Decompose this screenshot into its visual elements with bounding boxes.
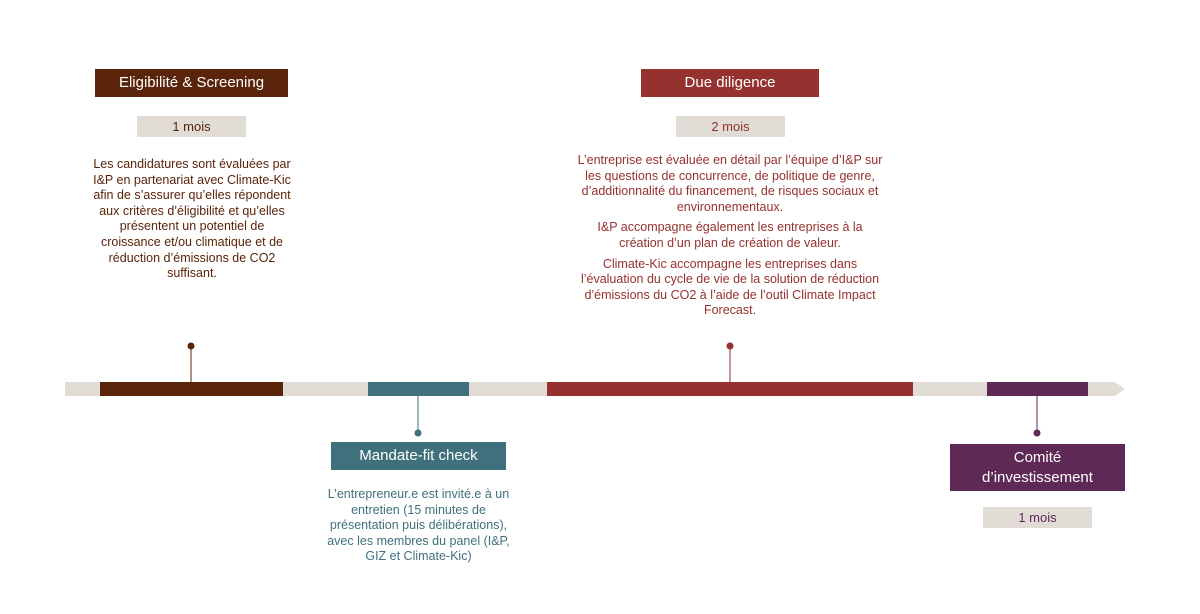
description-due-diligence-paragraph-1: L’entreprise est évaluée en détail par l’équipe d’I&P sur les questions de concurrence, de politique de genre, d’additionnalité du financement, de risques sociaux et environnementaux. xyxy=(577,153,883,214)
description-due-diligence xyxy=(574,153,886,324)
segment-investment-committee xyxy=(987,382,1088,396)
phase-title-due-diligence: Due diligence xyxy=(641,69,819,97)
connector-dot-mandate-fit xyxy=(415,430,422,437)
phase-title-investment-committee: Comité d’investissement xyxy=(950,444,1125,491)
description-eligibility-paragraph: Les candidatures sont évaluées par I&P en partenariat avec Climate-Kic afin de s’assurer qu’elles répondent aux critères d’éligibilité et qu’elles présentent un potentiel de croissance et/ou climatique et de réduction d’émissions de CO2 suffisant. xyxy=(93,157,291,281)
description-mandate-fit xyxy=(318,487,519,570)
duration-badge-eligibility: 1 mois xyxy=(137,116,246,137)
duration-badge-investment-committee: 1 mois xyxy=(983,507,1092,528)
segment-eligibility xyxy=(100,382,283,396)
segment-due-diligence xyxy=(547,382,913,396)
timeline-arrow-head xyxy=(1115,382,1125,396)
connector-dot-investment-committee xyxy=(1034,430,1041,437)
phase-title-mandate-fit: Mandate-fit check xyxy=(331,442,506,470)
duration-badge-due-diligence: 2 mois xyxy=(676,116,785,137)
description-eligibility xyxy=(92,157,292,287)
description-due-diligence-paragraph-2: I&P accompagne également les entreprises à la création d’un plan de création de valeur. xyxy=(597,220,863,250)
segment-mandate-fit xyxy=(368,382,469,396)
connector-dot-eligibility xyxy=(188,343,195,350)
description-due-diligence-paragraph-3: Climate-Kic accompagne les entreprises dans l’évaluation du cycle de vie de la solution de réduction d’émissions du CO2 à l’aide de l’outil Climate Impact Forecast. xyxy=(580,256,880,318)
phase-title-eligibility: Eligibilité & Screening xyxy=(95,69,288,97)
connector-dot-due-diligence xyxy=(727,343,734,350)
description-mandate-fit-paragraph: L’entrepreneur.e est invité.e à un entretien (15 minutes de présentation puis délibérations), avec les membres du panel (I&P, GIZ et Climate-Kic) xyxy=(327,487,510,564)
